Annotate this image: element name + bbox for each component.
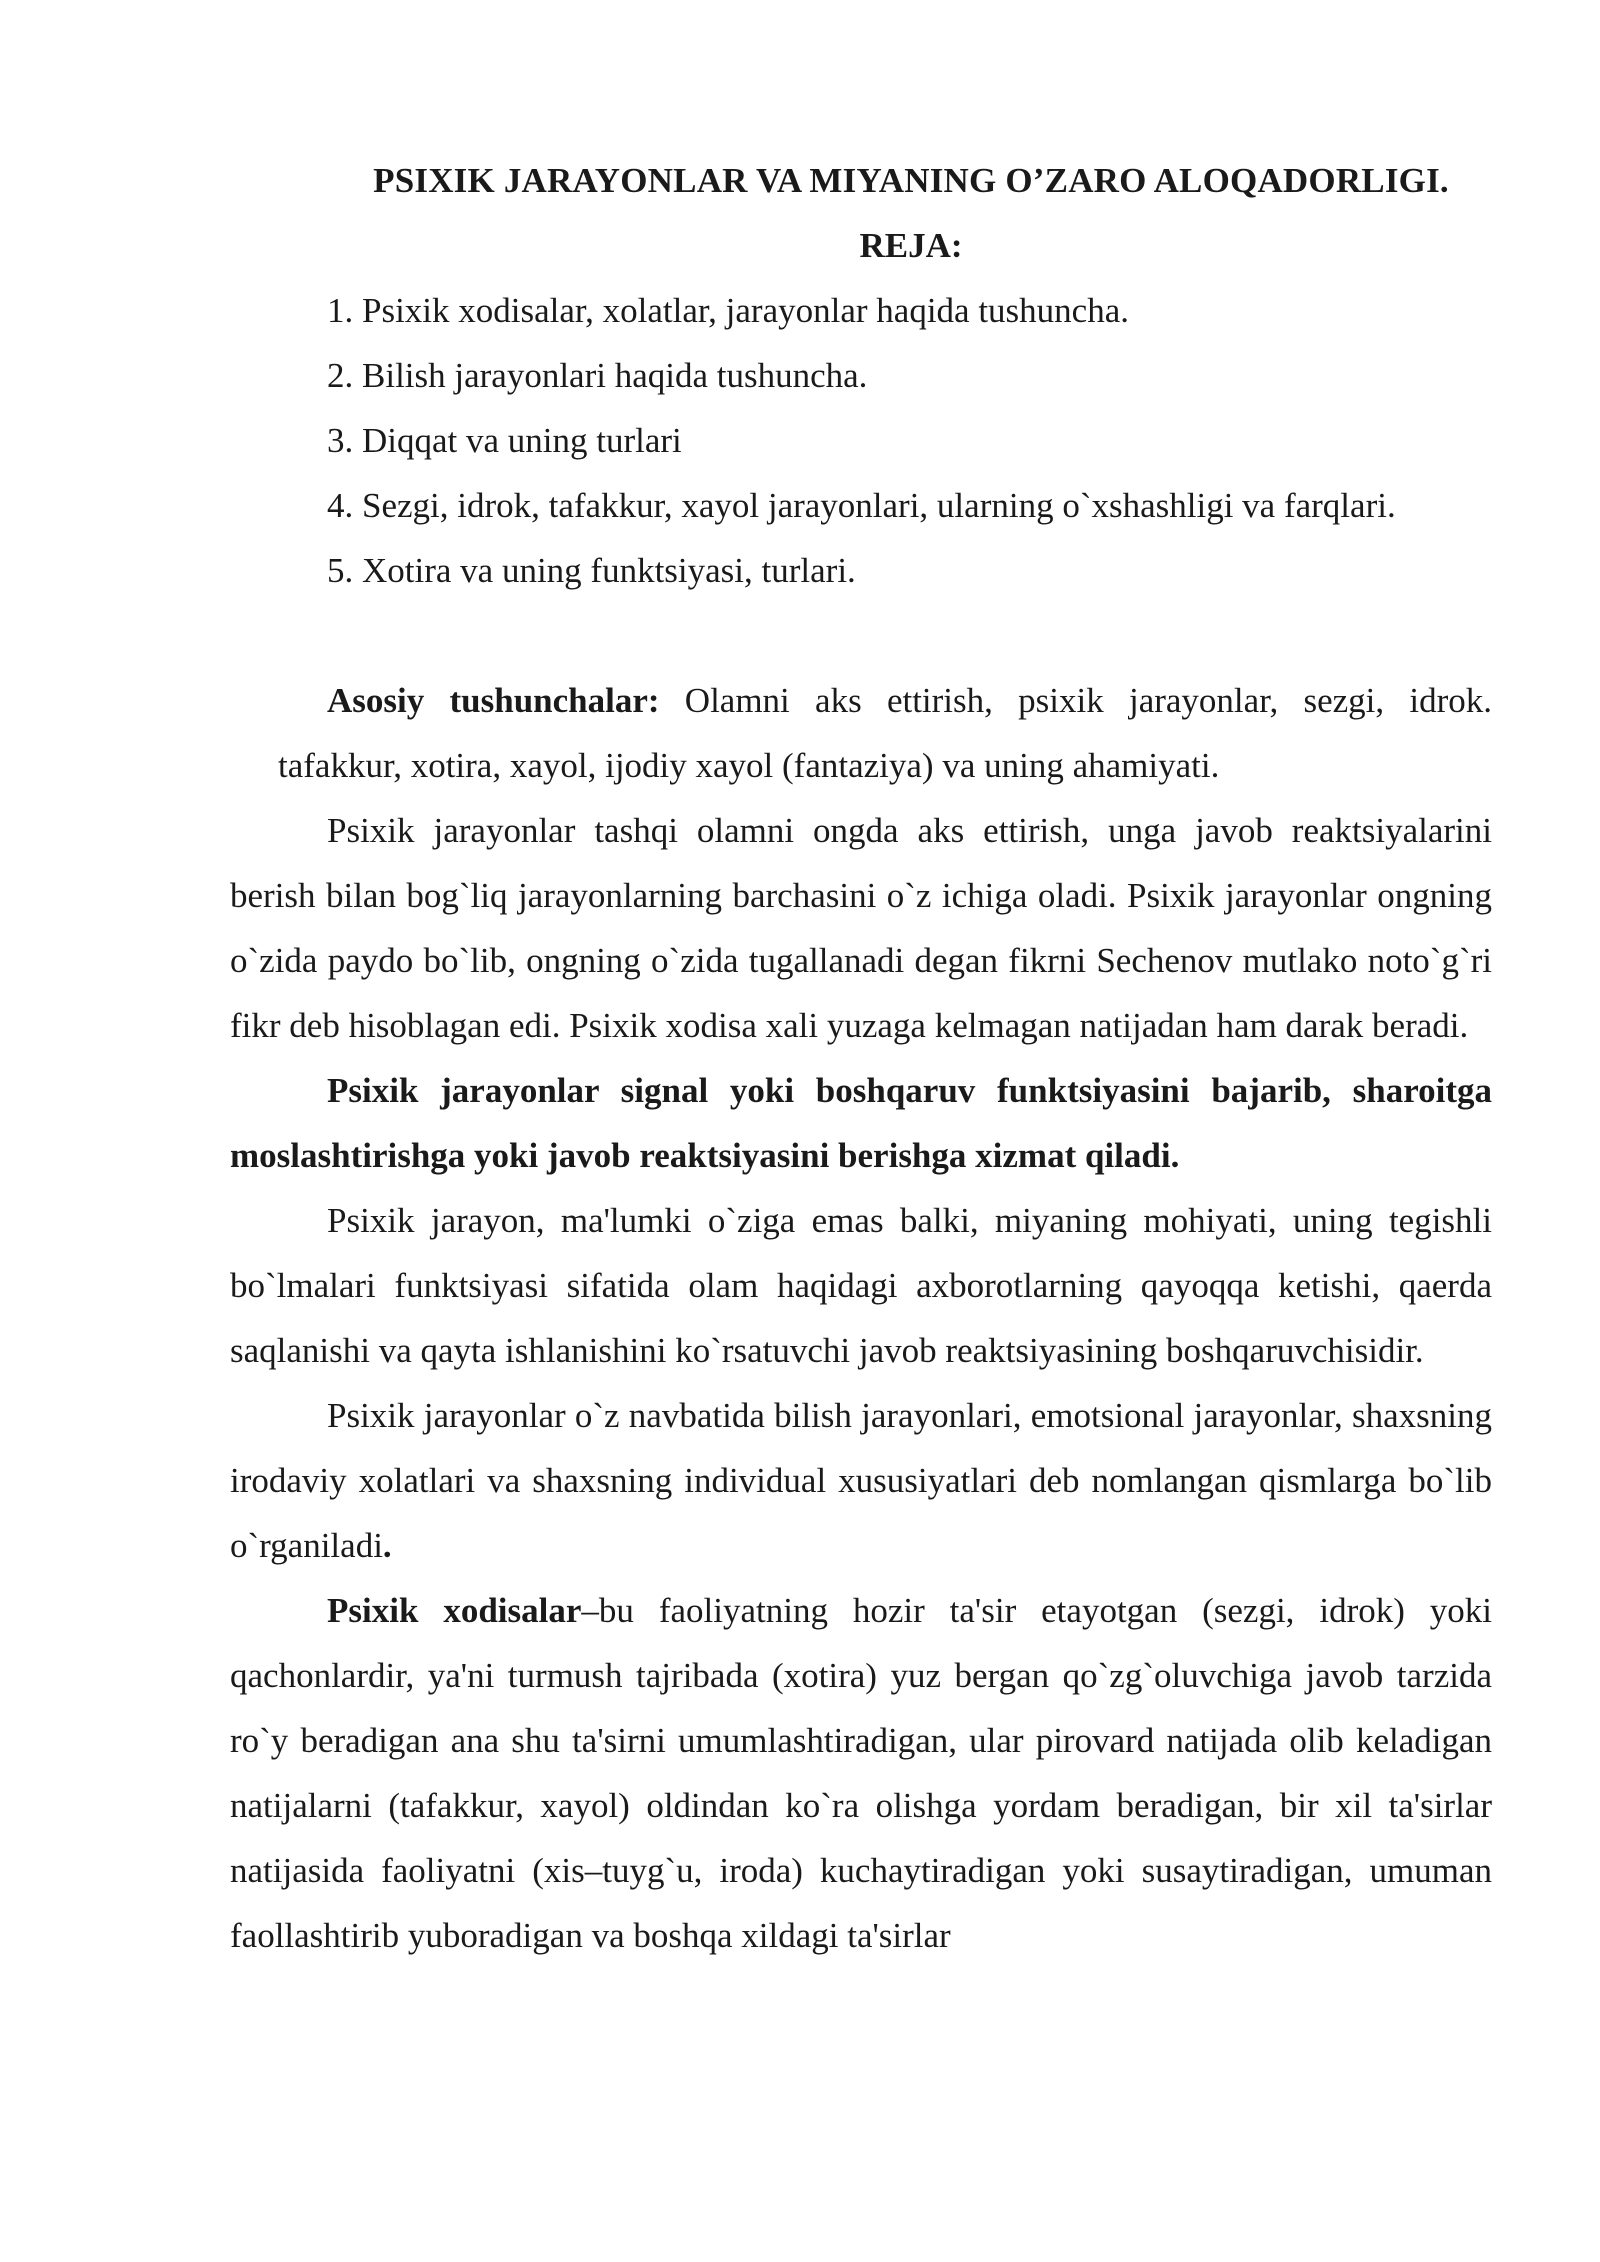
spacer — [230, 603, 1492, 668]
plan-item: 2. Bilish jarayonlari haqida tushuncha. — [327, 356, 868, 395]
document-title: PSIXIK JARAYONLAR VA MIYANING O’ZARO ALOQADORLIGI. — [373, 161, 1449, 200]
paragraph-2-bold-text: Psixik jarayonlar signal yoki boshqaruv funktsiyasini bajarib, sharoitga moslashtirishga yoki javob reaktsiyasini berishga xizmat qiladi. — [230, 1071, 1492, 1175]
plan-list — [230, 278, 1492, 603]
paragraph-5-text: –bu faoliyatning hozir ta'sir etayotgan (sezgi, idrok) yoki qachonlardir, ya'ni turmush tajribada (xotira) yuz bergan qo`zg`oluvchiga javob tarzida ro`y beradigan ana shu ta'sirni umumlashtiradigan, ular pirovard natijada olib keladigan natijalarni (tafakkur, xayol) oldindan ko`ra olishga yordam beradigan, bir xil ta'sirlar natijasida faoliyatni (xis–tuyg`u, iroda) kuchaytiradigan yoki susaytiradigan, umuman faollashtirib yuboradigan va boshqa xildagi ta'sirlar — [230, 1591, 1493, 1955]
paragraph-4-end: . — [382, 1526, 392, 1565]
plan-item: 3. Diqqat va uning turlari — [327, 421, 682, 460]
basic-concepts-paragraph — [230, 668, 1492, 798]
plan-item: 4. Sezgi, idrok, tafakkur, xayol jarayonlari, ularning o`xshashligi va farqlari. — [327, 486, 1396, 525]
basic-concepts-label: Asosiy tushunchalar: — [327, 681, 660, 720]
paragraph-5 — [230, 1578, 1492, 1968]
paragraph-1: Psixik jarayonlar tashqi olamni ongda aks ettirish, unga javob reaktsiyalarini berish bilan bog`liq jarayonlarning barchasini o`z ichiga oladi. Psixik jarayonlar ongning o`zida paydo bo`lib, ongning o`zida tugallanadi degan fikrni Sechenov mutlako noto`g`ri fikr deb hisoblagan edi. Psixik xodisa xali yuzaga kelmagan natijadan ham darak beradi. — [230, 811, 1492, 1045]
plan-item: 5. Xotira va uning funktsiyasi, turlari. — [327, 551, 856, 590]
paragraph-3: Psixik jarayon, ma'lumki o`ziga emas balki, miyaning mohiyati, uning tegishli bo`lmalari funktsiyasi sifatida olam haqidagi axborotlarning qayoqqa ketishi, qaerda saqlanishi va qayta ishlanishini ko`rsatuvchi javob reaktsiyasining boshqaruvchisidir. — [230, 1201, 1492, 1370]
paragraph-4-text: Psixik jarayonlar o`z navbatida bilish jarayonlari, emotsional jarayonlar, shaxsning irodaviy xolatlari va shaxsning individual xususiyatlari deb nomlangan qismlarga bo`lib o`rganiladi — [230, 1396, 1492, 1565]
basic-concepts-text: Olamni aks ettirish, psixik jarayonlar, sezgi, idrok. tafakkur, xotira, xayol, ijodiy xayol (fantaziya) va uning ahamiyati. — [278, 681, 1492, 785]
document-page — [230, 148, 1492, 1968]
plan-heading: REJA: — [859, 226, 963, 265]
paragraph-2 — [230, 1058, 1492, 1188]
paragraph-4 — [230, 1383, 1492, 1578]
paragraph-5-label: Psixik xodisalar — [327, 1591, 582, 1630]
plan-item: 1. Psixik xodisalar, xolatlar, jarayonlar haqida tushuncha. — [327, 291, 1129, 330]
